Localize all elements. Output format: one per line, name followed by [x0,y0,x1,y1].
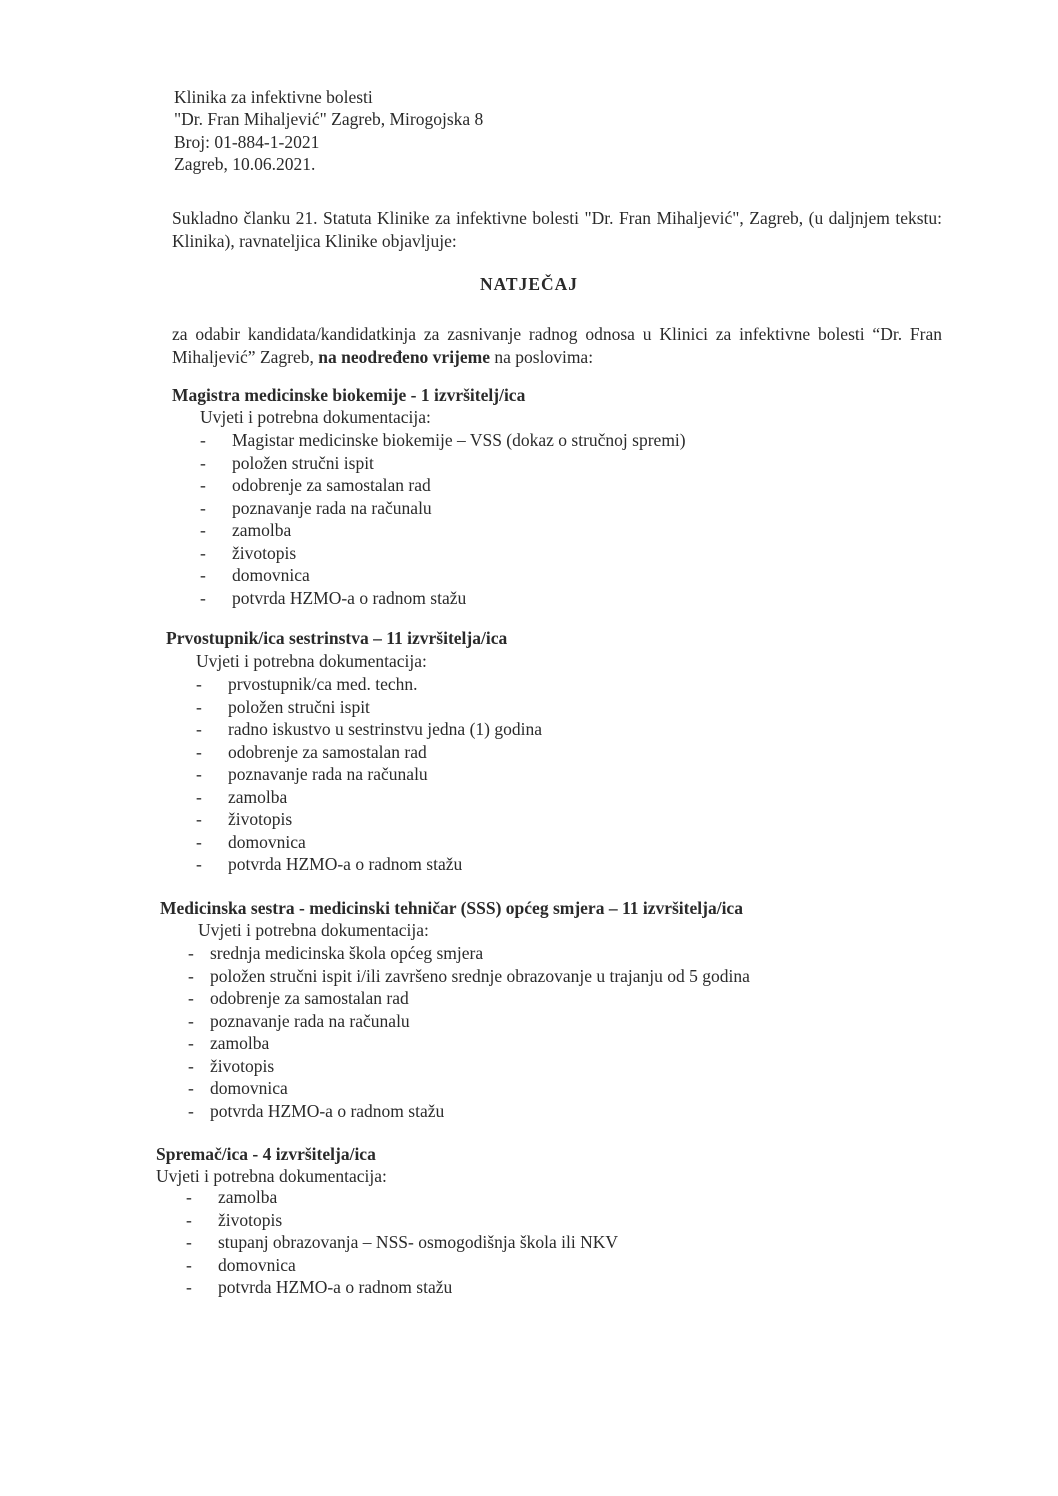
list-item: - položen stručni ispit [196,696,370,717]
list-item: - životopis [200,542,297,563]
section-title: Magistra medicinske biokemije - 1 izvršitelj/ica [172,385,526,405]
list-item: - životopis [196,809,293,829]
list-item: - domovnica [186,1254,296,1275]
requirements-list [196,673,542,876]
header-reference-number: Broj: 01-884-1-2021 [174,132,320,152]
list-item: - potvrda HZMO-a o radnom stažu [188,1100,445,1121]
list-item: - poznavanje rada na računalu [200,497,432,518]
requirements-list [186,1186,618,1299]
header-institution: Klinika za infektivne bolesti [174,87,373,107]
requirements-list [200,429,686,609]
section-title: Spremač/ica - 4 izvršitelja/ica [156,1144,376,1164]
list-item: - prvostupnik/ca med. techn. [196,674,418,694]
list-item: - potvrda HZMO-a o radnom stažu [200,587,467,608]
list-item: - poznavanje rada na računalu [188,1010,410,1031]
list-item: - domovnica [188,1078,288,1098]
list-item: - životopis [186,1209,283,1230]
list-item: - zamolba [196,786,288,807]
section-subtitle: Uvjeti i potrebna dokumentacija: [156,1166,387,1186]
list-item: - odobrenje za samostalan rad [196,741,427,762]
list-item: - poznavanje rada na računalu [196,764,428,784]
subintro-text: za odabir kandidata/kandidatkinja za zasnivanje radnog odnosa u Klinici za infektivne bolesti “Dr. Fran Mihaljević” Zagreb, [172,324,942,367]
list-item: - odobrenje za samostalan rad [200,475,431,495]
list-item: - životopis [188,1055,275,1076]
list-item: - domovnica [196,831,306,852]
requirements-list [188,942,750,1122]
section-title: Medicinska sestra - medicinski tehničar (SSS) općeg smjera – 11 izvršitelja/ica [160,898,743,918]
section-subtitle: Uvjeti i potrebna dokumentacija: [198,920,429,940]
section-title: Prvostupnik/ica sestrinstva – 11 izvršitelja/ica [166,628,508,648]
list-item: - potvrda HZMO-a o radnom stažu [196,854,463,874]
list-item: - zamolba [188,1033,270,1053]
list-item: - srednja medicinska škola općeg smjera [188,943,484,963]
list-item: - stupanj obrazovanja – NSS- osmogodišnja škola ili NKV [186,1232,619,1252]
header-date: Zagreb, 10.06.2021. [174,154,316,174]
section-subtitle: Uvjeti i potrebna dokumentacija: [200,407,431,427]
section-subtitle: Uvjeti i potrebna dokumentacija: [196,651,427,671]
list-item: - zamolba [186,1187,278,1207]
list-item: - radno iskustvo u sestrinstvu jedna (1) godina [196,719,542,739]
list-item: - položen stručni ispit i/ili završeno srednje obrazovanje u trajanju od 5 godina [188,965,750,986]
list-item: - potvrda HZMO-a o radnom stažu [186,1277,453,1297]
list-item: - odobrenje za samostalan rad [188,988,409,1008]
subintro-paragraph [172,323,942,369]
list-item: - Magistar medicinske biokemije – VSS (dokaz o stručnoj spremi) [200,430,686,450]
list-item: - domovnica [200,565,310,585]
subintro-bold: na neodređeno vrijeme [318,347,491,367]
header-address: "Dr. Fran Mihaljević" Zagreb, Mirogojska 8 [174,109,484,129]
subintro-text-end: na poslovima: [490,347,594,367]
intro-paragraph: Sukladno članku 21. Statuta Klinike za infektivne bolesti "Dr. Fran Mihaljević", Zagreb, (u daljnjem tekstu: Klinika), ravnateljica Klinike objavljuje: [172,208,942,251]
list-item: - zamolba [200,520,292,540]
list-item: - položen stručni ispit [200,452,374,473]
document-title: NATJEČAJ [479,274,579,294]
